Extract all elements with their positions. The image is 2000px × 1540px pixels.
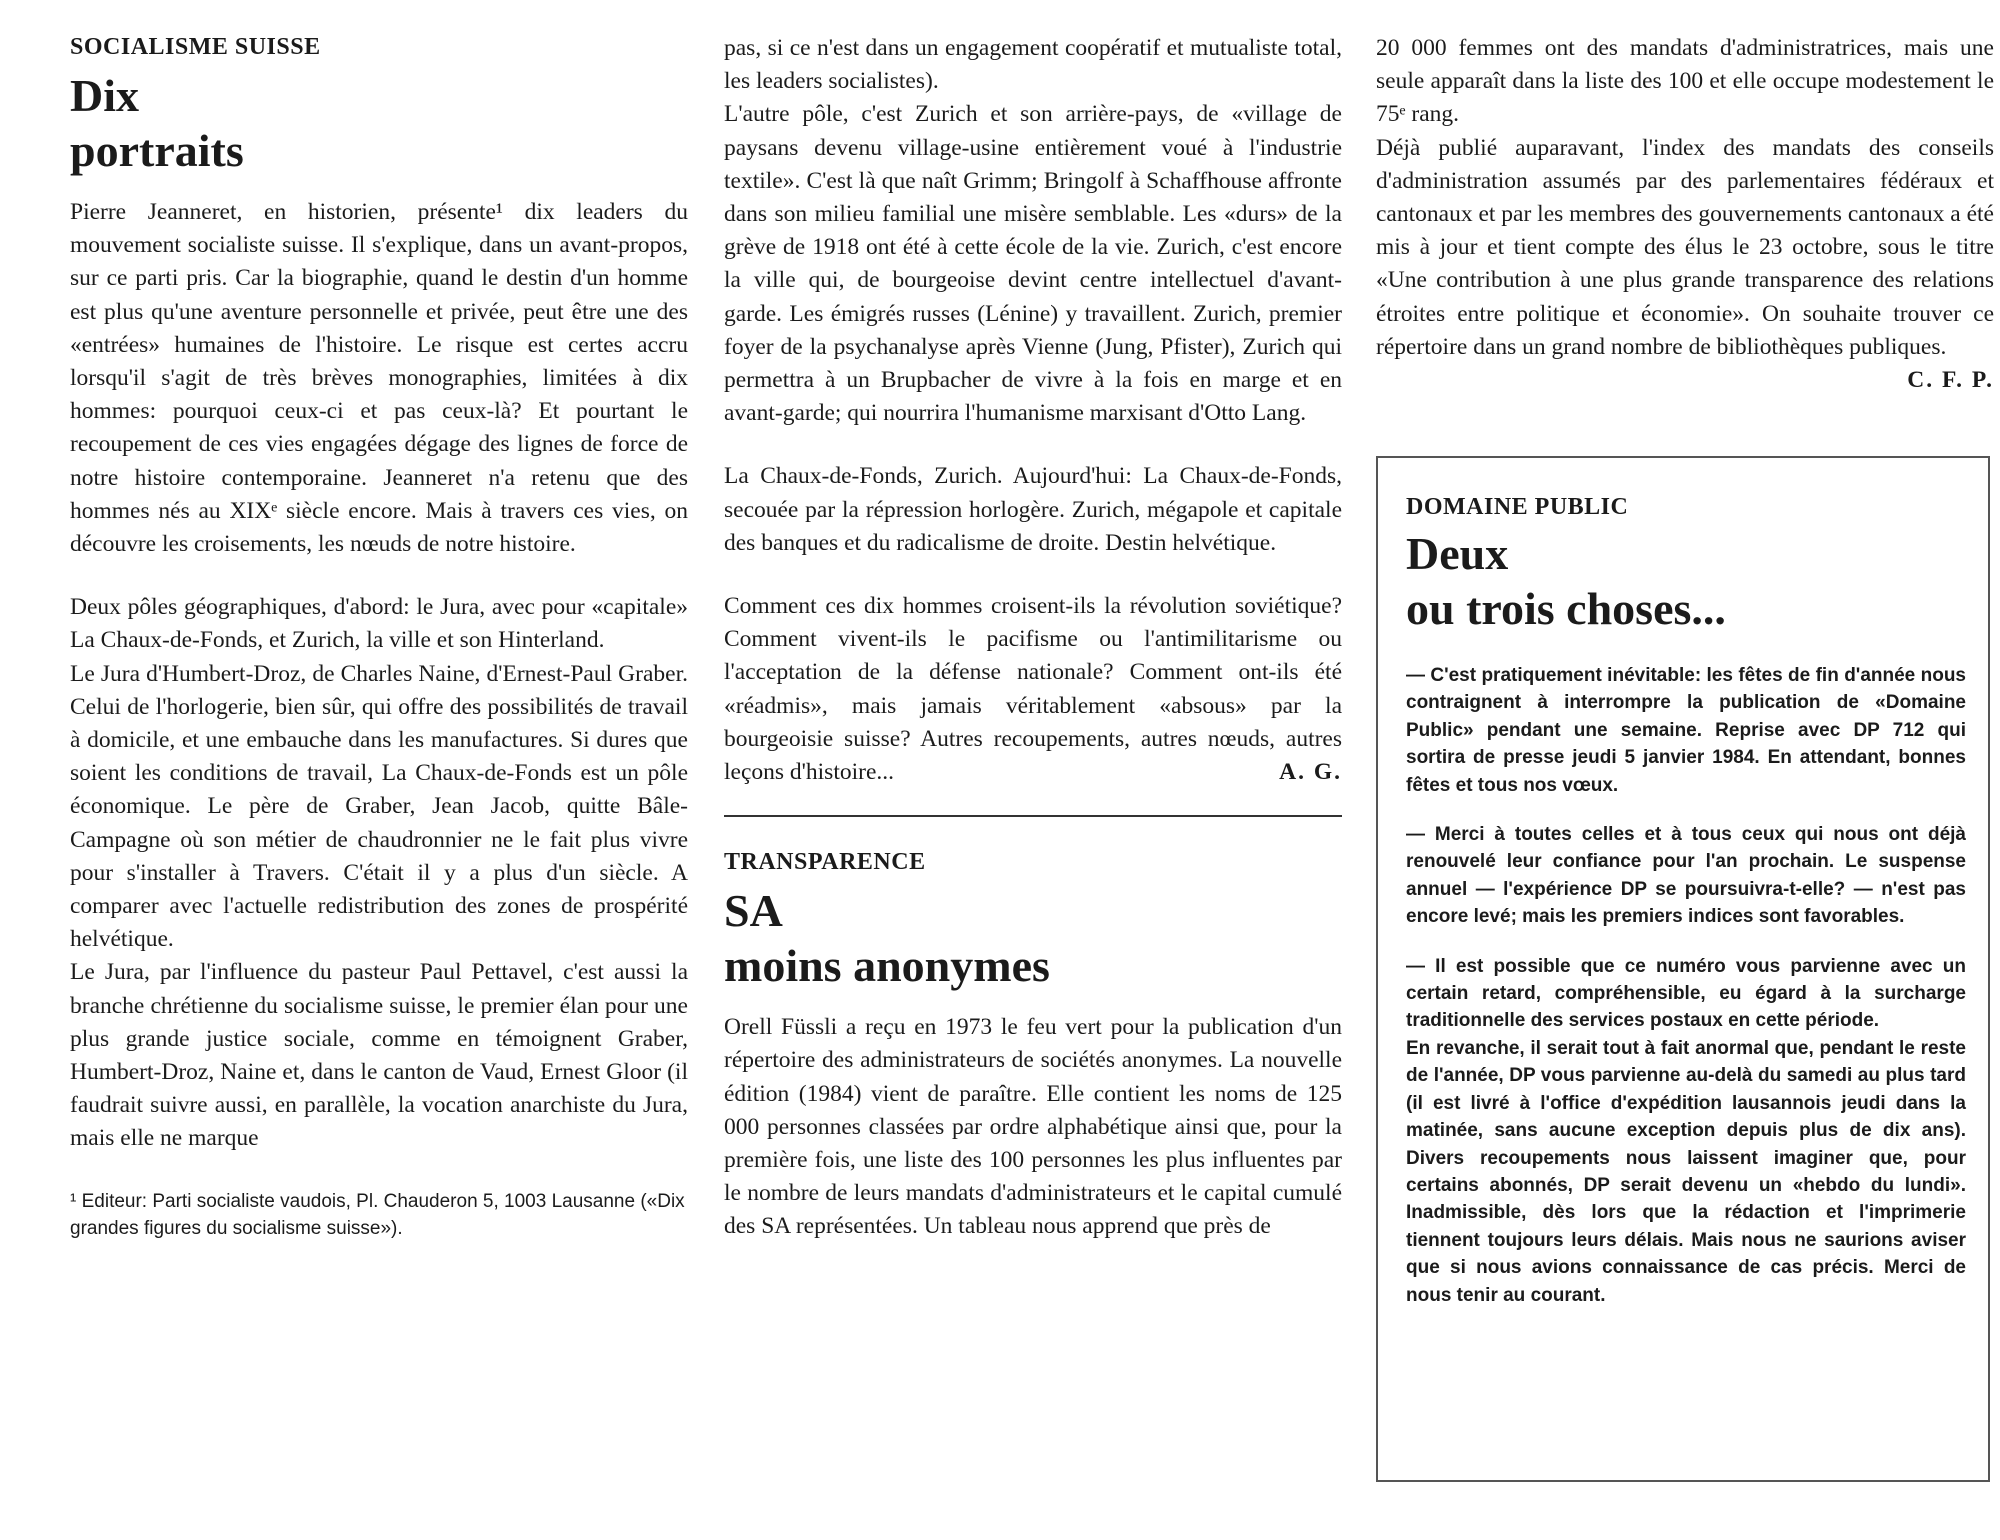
paragraph: L'autre pôle, c'est Zurich et son arrière-pays, de «village de paysans devenu village-usine entièrement voué à l'industrie textile». C'est là que naît Grimm; Bringolf à Schaffhouse affronte dans son milieu familial une misère semblable. Les «durs» de la grève de 1918 ont été à cette école de la vie. Zurich, c'est encore la ville qui, de bourgeoise devint centre intellectuel d'avant-garde. Les émigrés russes (Lénine) y travaillent. Zurich, premier foyer de la psychanalyse après Vienne (Jung, Pfister), Zurich qui permettra à un Brupbacher de vivre à la fois en marge et en avant-garde; qui nourrira l'humanisme marxisant d'Otto Lang.: [724, 101, 1342, 427]
article-body: [724, 1011, 1342, 1243]
paragraph: pas, si ce n'est dans un engagement coopératif et mutualiste total, les leaders socialistes).: [724, 35, 1342, 95]
notice-paragraph: — C'est pratiquement inévitable: les fêtes de fin d'année nous contraignent à interrompre la publication de «Domaine Public» pendant une semaine. Reprise avec DP 712 qui sortira de presse jeudi 5 janvier 1984. En attendant, bonnes fêtes et tous nos vœux.: [1406, 665, 1966, 796]
article-title-line-2: portraits: [70, 125, 244, 176]
notice-title: [1406, 526, 1966, 636]
article-body: [70, 196, 688, 1156]
article-title-line-1: Dix: [70, 70, 139, 121]
paragraph: Le Jura d'Humbert-Droz, de Charles Naine, d'Ernest-Paul Graber. Celui de l'horlogerie, bien sûr, qui offre des possibilités de travail à domicile, et une embauche dans les manufactures. Si dures que soient les conditions de travail, La Chaux-de-Fonds est un pôle économique. Le père de Graber, Jean Jacob, quitte Bâle-Campagne où son métier de chaudronnier ne le fait plus vivre pour s'installer à Travers. C'était il y a plus d'un siècle. A comparer avec l'actuelle redistribution des zones de prospérité helvétique.: [70, 660, 688, 953]
notice-kicker: DOMAINE PUBLIC: [1406, 494, 1629, 520]
paragraph: La Chaux-de-Fonds, Zurich. Aujourd'hui: La Chaux-de-Fonds, secouée par la répression horlogère. Zurich, mégapole et capitale des banques et du radicalisme de droite. Destin helvétique.: [724, 463, 1342, 556]
paragraph: 20 000 femmes ont des mandats d'administratrices, mais une seule apparaît dans la liste des 100 et elle occupe modestement le 75ᵉ rang.: [1376, 35, 1994, 128]
article-title-line-2: moins anonymes: [724, 940, 1050, 992]
notice-paragraph: — Merci à toutes celles et à tous ceux qui nous ont déjà renouvelé leur confiance pour l'an prochain. Le suspense annuel — l'expérience DP se poursuivra-t-elle? — n'est pas encore levé; mais les premiers indices sont favorables.: [1406, 824, 1966, 928]
article-title: [70, 68, 688, 178]
author-signature: A. G.: [1279, 759, 1342, 786]
article-body-continued: [1376, 32, 1994, 394]
section-divider: [724, 815, 1342, 817]
notice-title-line-2: ou trois choses...: [1406, 583, 1726, 634]
footnote: ¹ Editeur: Parti socialiste vaudois, Pl. Chauderon 5, 1003 Lausanne («Dix grandes figures du socialisme suisse»).: [70, 1190, 685, 1239]
article-title: [724, 883, 1342, 993]
author-signature: C. F. P.: [1907, 367, 1994, 394]
column-3: [1376, 32, 1994, 397]
paragraph: Pierre Jeanneret, en historien, présente¹ dix leaders du mouvement socialiste suisse. Il s'explique, dans un avant-propos, sur ce parti pris. Car la biographie, quand le destin d'un homme est plus qu'une aventure personnelle et privée, peut être une des «entrées» humaines de l'histoire. Le risque est certes accru lorsqu'il s'agit de très brèves monographies, limitées à dix hommes: pourquoi ceux-ci et pas ceux-là? Et pourtant le recoupement de ces vies engagées dégage des lignes de force de notre histoire contemporaine. Jeanneret n'a retenu que des hommes nés au XIXᵉ siècle encore. Mais à travers ces vies, on découvre les croisements, les nœuds de notre histoire.: [70, 199, 688, 558]
paragraph-text: Comment ces dix hommes croisent-ils la révolution soviétique? Comment vivent-ils le pacifisme ou l'antimilitarisme ou l'acceptation de la défense nationale? Comment ont-ils été «réadmis», mais jamais véritablement «absous» par la bourgeoisie suisse? Autres recoupements, autres nœuds, autres leçons d'histoire...: [724, 593, 1342, 786]
notice-box: [1376, 456, 1990, 1482]
paragraph: Orell Füssli a reçu en 1973 le feu vert pour la publication d'un répertoire des administrateurs de sociétés anonymes. La nouvelle édition (1984) vient de paraître. Elle contient les noms de 125 000 personnes classées par ordre alphabétique ainsi que, pour la première fois, une liste des 100 personnes les plus influentes par le nombre de leurs mandats d'administrateurs et le capital cumulé des SA représentées. Un tableau nous apprend que près de: [724, 1014, 1342, 1240]
paragraph: Le Jura, par l'influence du pasteur Paul Pettavel, c'est aussi la branche chrétienne du socialisme suisse, le premier élan pour une plus grande justice sociale, comme en témoignent Graber, Humbert-Droz, Naine et, dans le canton de Vaud, Ernest Gloor (il faudrait suivre aussi, en parallèle, la vocation anarchiste du Jura, mais elle ne marque: [70, 959, 688, 1152]
notice-paragraph: En revanche, il serait tout à fait anormal que, pendant le reste de l'année, DP vous parvienne au-delà du samedi au plus tard (il est livré à l'office d'expédition lausannois jeudi dans la matinée, sans aucune exception depuis plus de dix ans). Divers recoupements nous laissent imaginer que, pour certains abonnés, DP serait devenu un «hebdo du lundi». Inadmissible, dès lors que la rédaction et l'imprimerie tiennent toujours leurs délais. Mais nous ne saurions aviser que si nous avions connaissance de cas précis. Merci de nous tenir au courant.: [1406, 1037, 1966, 1306]
article-kicker: SOCIALISME SUISSE: [70, 34, 321, 60]
article-body-continued: [724, 32, 1342, 789]
article-title-line-1: SA: [724, 885, 783, 937]
paragraph-with-signature: [724, 590, 1342, 789]
paragraph-text: Déjà publié auparavant, l'index des mandats des conseils d'administration assumés par des parlementaires fédéraux et cantonaux et par les membres des gouvernements cantonaux a été mis à jour et tient compte des élus le 23 octobre, sous le titre «Une contribution à une plus grande transparence des relations étroites entre politique et économie». On souhaite trouver ce répertoire dans un grand nombre de bibliothèques publiques.: [1376, 134, 1994, 360]
column-2: [724, 32, 1342, 1244]
notice-paragraph: — Il est possible que ce numéro vous parvienne avec un certain retard, compréhensible, eu égard à la surcharge traditionnelle des services postaux en cette période.: [1406, 955, 1966, 1032]
paragraph: Deux pôles géographiques, d'abord: le Jura, avec pour «capitale» La Chaux-de-Fonds, et Zurich, la ville et son Hinterland.: [70, 594, 688, 654]
article-kicker: TRANSPARENCE: [724, 849, 926, 876]
notice-title-line-1: Deux: [1406, 528, 1509, 579]
paragraph-with-signature: [1376, 132, 1994, 394]
column-1: [70, 32, 688, 1242]
